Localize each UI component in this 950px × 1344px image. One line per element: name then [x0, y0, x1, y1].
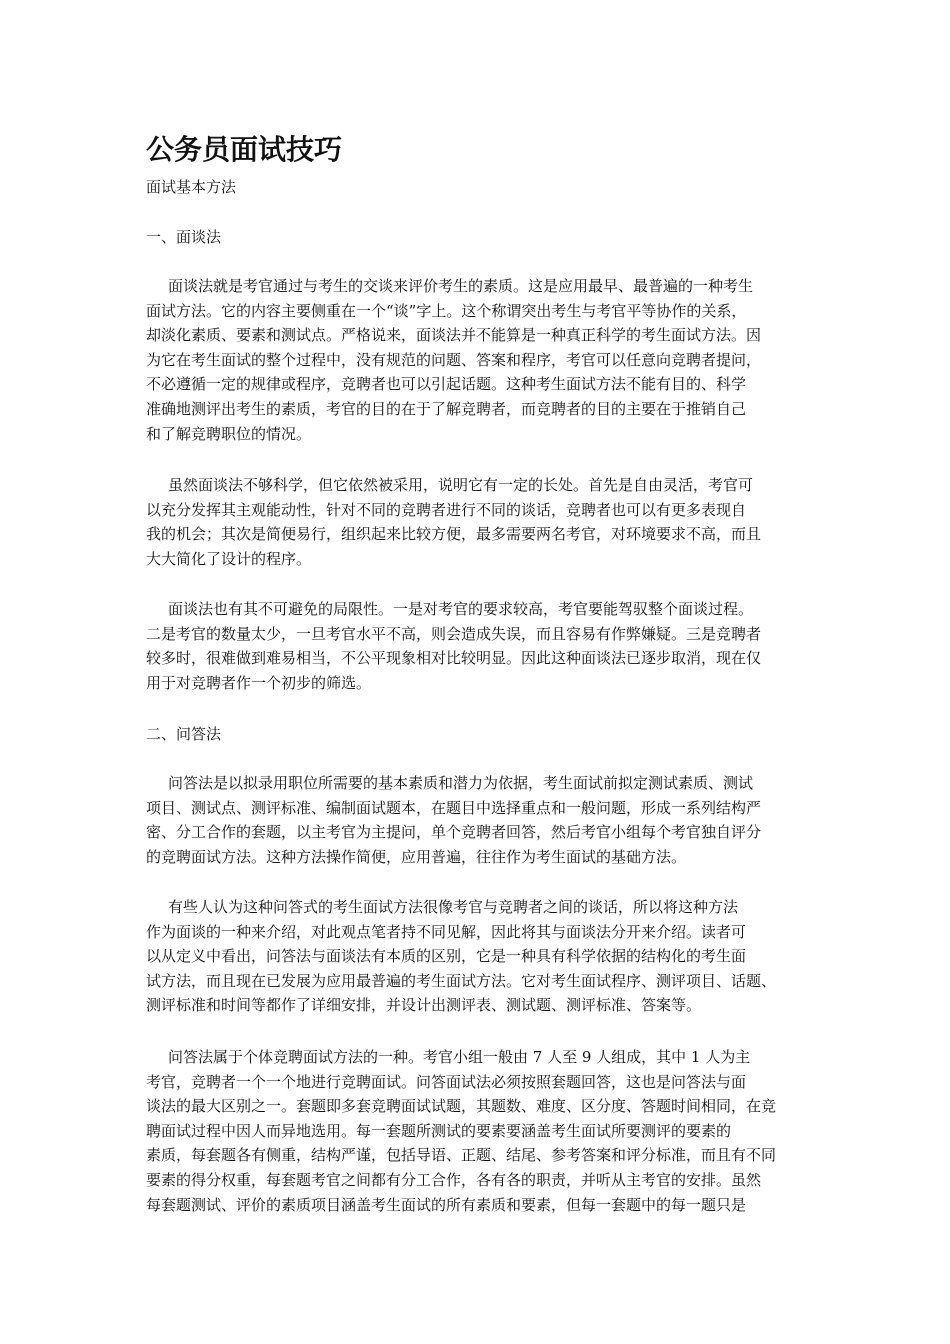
text-line: 和了解竞聘职位的情况。 — [146, 424, 312, 443]
text-line: 面谈法也有其不可避免的局限性。一是对考官的要求较高，考官要能驾驭整个面谈过程。 — [168, 600, 754, 618]
paragraph — [146, 895, 816, 1018]
text-line: 二是考官的数量太少，一旦考官水平不高，则会造成失误，而且容易有作弊嫌疑。三是竞聘者 — [146, 624, 762, 643]
text-line: 考官，竞聘者一个一个地进行竞聘面试。问答面试法必须按照套题回答，这也是问答法与面 — [146, 1072, 747, 1091]
paragraph — [146, 274, 816, 446]
text-line: 面谈法就是考官通过与考生的交谈来评价考生的素质。这是应用最早、最普遍的一种考生 — [168, 277, 754, 295]
text-line: 却淡化素质、要素和测试点。严格说来，面谈法并不能算是一种真正科学的考生面试方法。因 — [146, 326, 762, 345]
text-line: 面试方法。它的内容主要侧重在一个“谈”字上。这个称谓突出考生与考官平等协作的关系， — [146, 301, 747, 320]
text-line: 谈法的最大区别之一。套题即多套竞聘面试试题，其题数、难度、区分度、答题时间相同，在竞 — [146, 1097, 777, 1116]
text-line: 用于对竞聘者作一个初步的筛选。 — [146, 673, 372, 692]
text-line: 较多时，很难做到难易相当，不公平现象相对比较明显。因此这种面谈法已逐步取消，现在仅 — [146, 649, 762, 668]
paragraph — [146, 473, 816, 571]
text-line: 不必遵循一定的规律或程序，竞聘者也可以引起话题。这种考生面试方法不能有目的、科学 — [146, 375, 747, 394]
text-line: 为它在考生面试的整个过程中，没有规范的问题、答案和程序，考官可以任意向竞聘者提问， — [146, 350, 762, 369]
text-line: 以充分发挥其主观能动性，针对不同的竞聘者进行不同的谈话，竞聘者也可以有更多表现自 — [146, 500, 747, 519]
text-line: 聘面试过程中因人而异地选用。每一套题所测试的要素要涵盖考生面试所要测评的要素的 — [146, 1121, 732, 1140]
text-line: 项目、测试点、测评标准、编制面试题本，在题目中选择重点和一般问题，形成一系列结构严 — [146, 798, 762, 817]
text-line: 试方法，而且现在已发展为应用最普遍的考生面试方法。它对考生面试程序、测评项目、话题、 — [146, 971, 777, 990]
page-title: 公务员面试技巧 — [146, 133, 343, 166]
paragraph — [146, 771, 816, 869]
text-line: 大大简化了设计的程序。 — [146, 549, 312, 568]
text-line: 测评标准和时间等都作了详细安排，并设计出测评表、测试题、测评标准、答案等。 — [146, 996, 702, 1015]
text-line: 的竞聘面试方法。这种方法操作简便，应用普遍，往往作为考生面试的基础方法。 — [146, 847, 687, 866]
text-line: 问答法属于个体竞聘面试方法的一种。考官小组一般由 7 人至 9 人组成，其中 1 人为主 — [168, 1048, 751, 1066]
text-line: 密、分工合作的套题，以主考官为主提问，单个竞聘者回答，然后考官小组每个考官独自评分 — [146, 823, 762, 842]
text-line: 有些人认为这种问答式的考生面试方法很像考官与竞聘者之间的谈话，所以将这种方法 — [168, 898, 739, 916]
text-line: 每套题测试、评价的素质项目涵盖考生面试的所有素质和要素，但每一套题中的每一题只是 — [146, 1195, 747, 1214]
text-line: 要素的得分权重，每套题考官之间都有分工合作，各有各的职责，并听从主考官的安排。虽然 — [146, 1170, 762, 1189]
text-line: 我的机会；其次是简便易行，组织起来比较方便，最多需要两名考官，对环境要求不高，而且 — [146, 525, 762, 544]
text-line: 问答法是以拟录用职位所需要的基本素质和潜力为依据，考生面试前拟定测试素质、测试 — [168, 774, 754, 792]
text-line: 作为面谈的一种来介绍，对此观点笔者持不同见解，因此将其与面谈法分开来介绍。读者可 — [146, 922, 747, 941]
paragraph — [146, 597, 816, 695]
text-line: 虽然面谈法不够科学，但它依然被采用，说明它有一定的长处。首先是自由灵活，考官可 — [168, 476, 754, 494]
section-heading-interview-talk: 一、面谈法 — [146, 228, 222, 246]
text-line: 以从定义中看出，问答法与面谈法有本质的区别，它是一种具有科学依据的结构化的考生面 — [146, 947, 747, 966]
section-heading-question-answer: 二、问答法 — [146, 725, 222, 743]
paragraph — [146, 1045, 816, 1217]
text-line: 准确地测评出考生的素质，考官的目的在于了解竞聘者，而竞聘者的目的主要在于推销自己 — [146, 399, 747, 418]
text-line: 素质，每套题各有侧重，结构严谨，包括导语、正题、结尾、参考答案和评分标准，而且有不同 — [146, 1146, 777, 1165]
page-subtitle: 面试基本方法 — [146, 178, 237, 196]
